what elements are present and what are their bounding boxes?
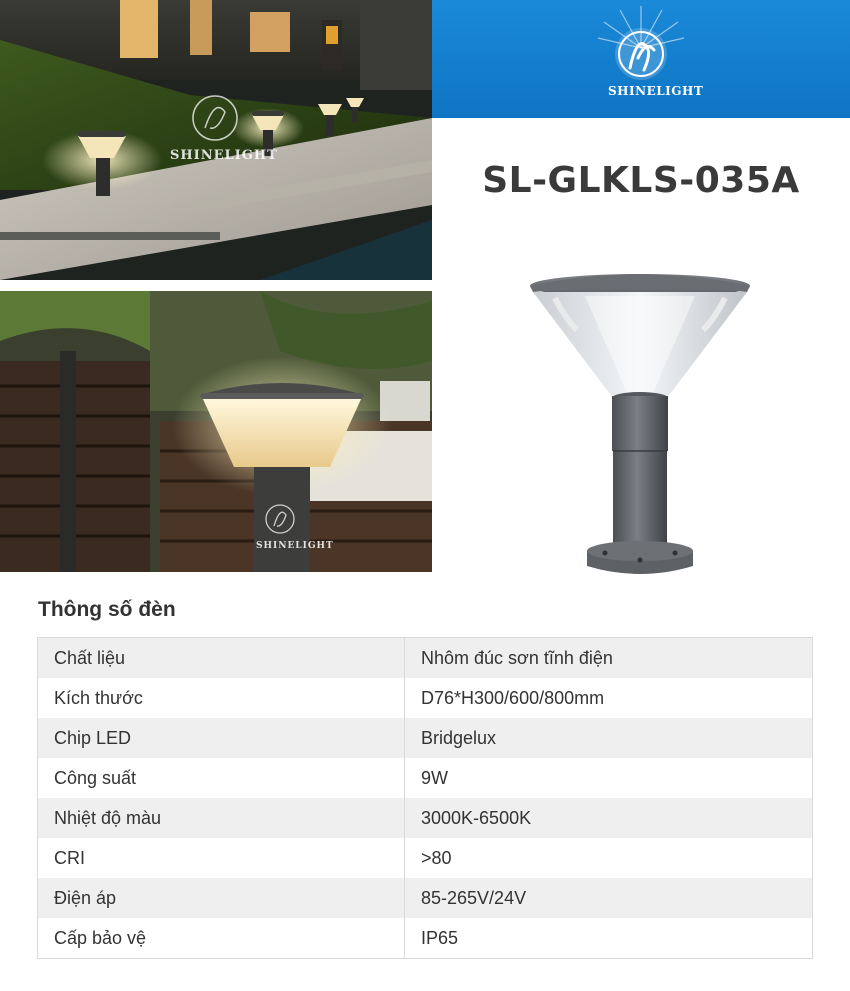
table-row: [38, 798, 812, 838]
product-model: SL-GLKLS-035A: [482, 160, 800, 201]
fence-bollard-photo: [0, 291, 432, 572]
spec-value: >80: [421, 847, 452, 868]
spec-value: Bridgelux: [421, 727, 497, 748]
spec-label: Điện áp: [38, 878, 405, 918]
spec-label: CRI: [38, 838, 405, 878]
table-row: [38, 678, 812, 718]
spec-label: Kích thước: [38, 678, 405, 718]
brand-logo-panel: [432, 0, 850, 118]
table-row: [38, 718, 812, 758]
spec-label: Cấp bảo vệ: [38, 918, 405, 958]
spec-table: [37, 637, 813, 959]
spec-value: Nhôm đúc sơn tĩnh điện: [421, 647, 613, 668]
watermark-text: SHINELIGHT: [256, 541, 334, 551]
table-row: [38, 758, 812, 798]
table-row: [38, 918, 812, 958]
watermark-text: SHINELIGHT: [170, 148, 278, 163]
spec-value: IP65: [421, 927, 459, 948]
spec-value: 3000K-6500K: [421, 807, 532, 828]
spec-section-title: Thông số đèn: [38, 598, 176, 621]
spec-label: Chip LED: [38, 718, 405, 758]
spec-value: 9W: [421, 767, 448, 788]
spec-value: 85-265V/24V: [421, 887, 527, 908]
brand-logo-text: SHINELIGHT: [608, 84, 704, 98]
spec-value: D76*H300/600/800mm: [421, 687, 605, 708]
spec-label: Công suất: [38, 758, 405, 798]
table-row: [38, 838, 812, 878]
garden-path-photo: [0, 0, 432, 280]
brand-logo-icon: [432, 0, 850, 118]
table-row: [38, 638, 812, 678]
spec-label: Chất liệu: [38, 638, 405, 678]
bollard-light-product-image: [525, 268, 755, 583]
table-row: [38, 878, 812, 918]
spec-label: Nhiệt độ màu: [38, 798, 405, 838]
